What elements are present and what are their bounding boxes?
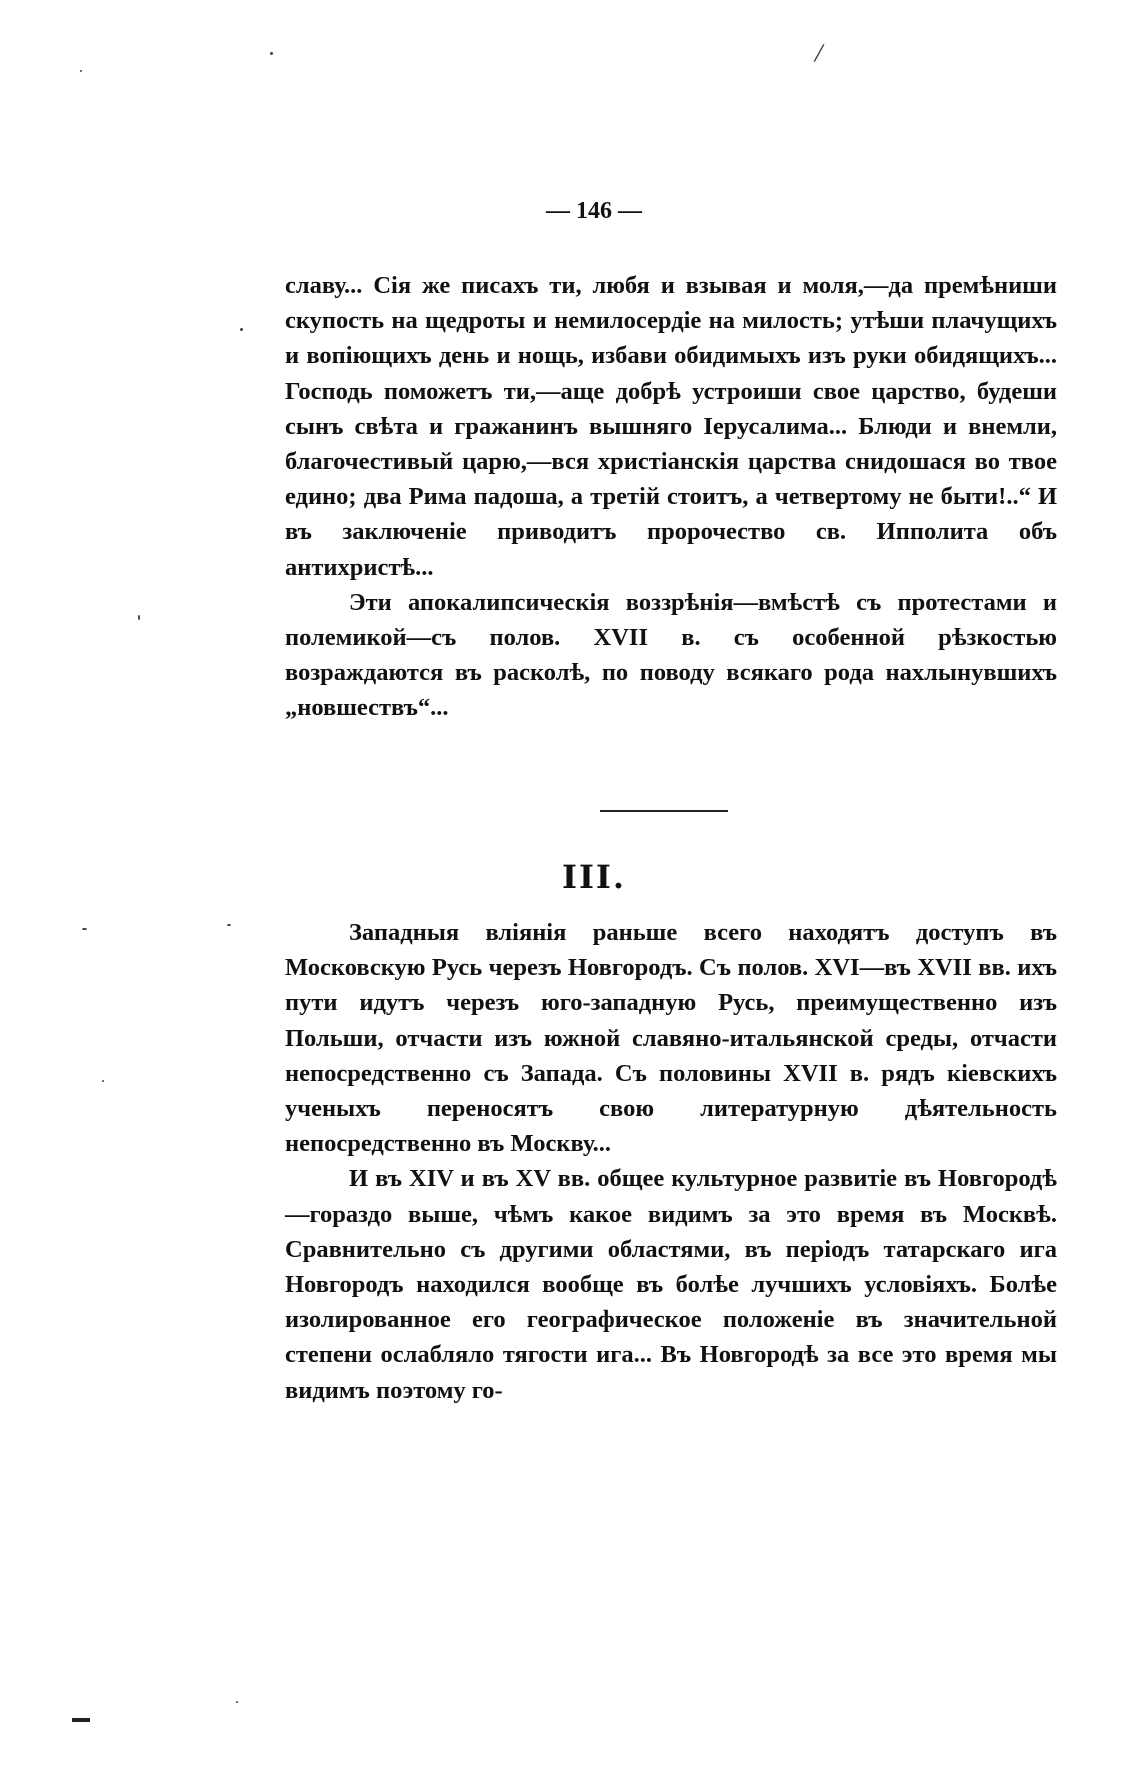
paragraph: славу... Сія же писахъ ти, любя и взывая и моля,—да премѣниши скупость на щедроты и немилосердіе на милость; утѣши плачущихъ и вопіющихъ день и нощь, избави обидимыхъ изъ руки обидящихъ... Господь поможетъ ти,—аще добрѣ устроиши свое царство, будеши сынъ свѣта и гражанинъ вышняго Іерусалима... Блюди и внемли, благочестивый царю,—вся христіанскія царства снидошася во твое едино; два Рима падоша, а третій стоитъ, а четвертому не быти!..“ И въ заключеніе приводитъ пророчество св. Ипполита объ антихристѣ... bbox=[285, 272, 1057, 581]
text-block-continuation bbox=[285, 268, 1057, 726]
scan-speck bbox=[138, 615, 140, 620]
section-heading: III. bbox=[561, 858, 627, 896]
paragraph: Западныя вліянія раньше всего находятъ доступъ въ Московскую Русь черезъ Новгородъ. Съ полов. XVI—въ XVII вв. ихъ пути идутъ черезъ юго-западную Русь, преимущественно изъ Польши, отчасти изъ южной славяно-итальянской среды, отчасти непосредственно съ Запада. Съ половины XVII в. рядъ кіевскихъ ученыхъ переносятъ свою литературную дѣятельность непосредственно въ Москву... bbox=[285, 919, 1057, 1158]
scan-speck bbox=[102, 1080, 104, 1082]
scan-speck bbox=[227, 924, 231, 926]
paragraph: И въ XIV и въ XV вв. общее культурное развитіе въ Новгородѣ—гораздо выше, чѣмъ какое видимъ за это время въ Москвѣ. Сравнительно съ другими областями, въ періодъ татарскаго ига Новгородъ находился вообще въ болѣе лучшихъ условіяхъ. Болѣе изолированное его географическое положеніе въ значительной степени ослабляло тягости ига... Въ Новгородѣ за все это время мы видимъ поэтому го- bbox=[285, 1165, 1057, 1404]
scan-speck bbox=[236, 1701, 238, 1703]
paragraph: Эти апокалипсическія воззрѣнія—вмѣстѣ съ протестами и полемикой—съ полов. XVII в. съ особенной рѣзкостью возраждаются въ расколѣ, по поводу всякаго рода нахлынувшихъ „новшествъ“... bbox=[285, 588, 1057, 722]
text-block-section-iii bbox=[285, 915, 1057, 1408]
margin-mark bbox=[72, 1718, 90, 1722]
section-divider bbox=[600, 810, 728, 812]
scan-speck bbox=[80, 70, 82, 72]
scan-speck bbox=[82, 928, 87, 930]
scan-speck bbox=[270, 52, 273, 55]
page-number: — 146 — bbox=[546, 198, 642, 224]
corner-pencil-mark: / bbox=[812, 37, 826, 70]
scan-speck bbox=[240, 328, 243, 331]
